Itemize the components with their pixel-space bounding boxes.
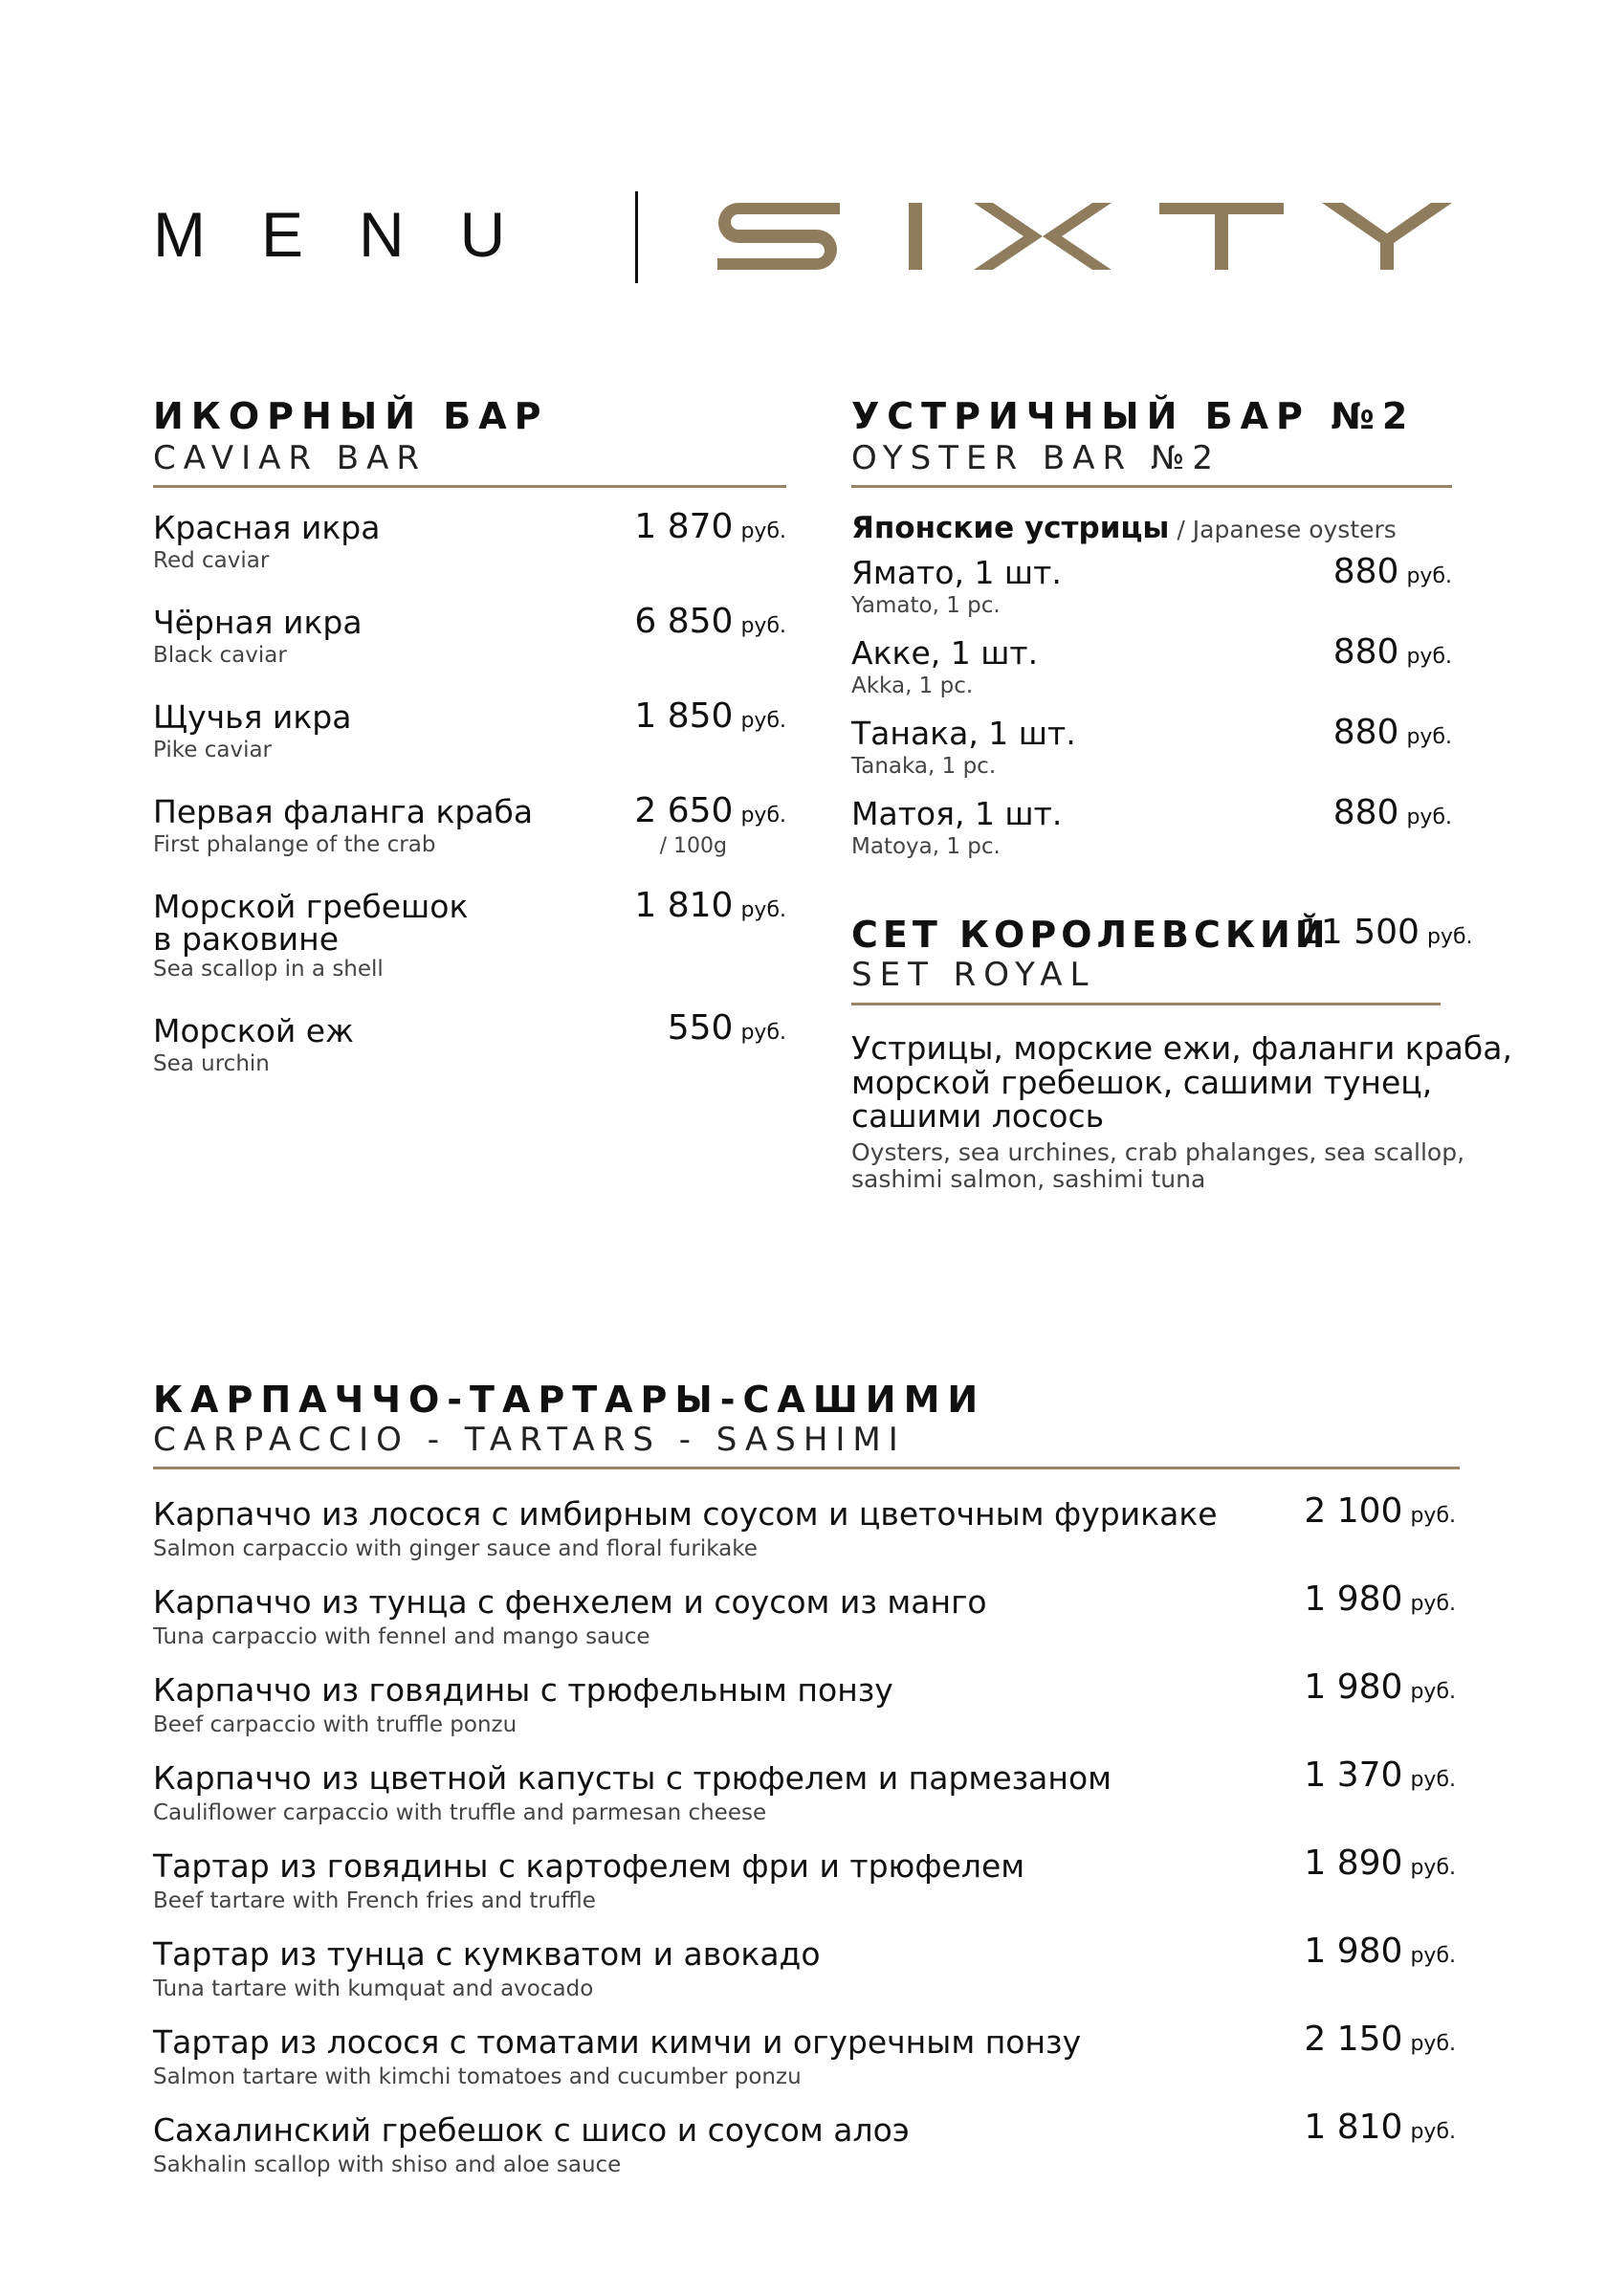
caviar-title-ru: ИКОРНЫЙ БАР bbox=[153, 395, 549, 437]
item-name-en: Sea urchin bbox=[153, 1051, 270, 1076]
item-price: 1 850 руб. bbox=[634, 696, 786, 736]
item-price: 2 650 руб. bbox=[634, 791, 786, 830]
header-divider bbox=[635, 191, 638, 283]
oyster-item bbox=[851, 552, 1452, 618]
item-name-ru: Карпаччо из лосося с имбирным соусом и цветочным фурикаке bbox=[153, 1495, 1218, 1533]
carpaccio-item bbox=[153, 1843, 1456, 1913]
caviar-item bbox=[153, 886, 786, 982]
item-name-en: Salmon tartare with kimchi tomatoes and cucumber ponzu bbox=[153, 2064, 802, 2089]
caviar-title-en: CAVIAR BAR bbox=[153, 439, 428, 477]
item-name-en: Tuna carpaccio with fennel and mango sauce bbox=[153, 1624, 650, 1649]
item-name-ru: Ямато, 1 шт. bbox=[851, 554, 1062, 591]
item-name-en: Matoya, 1 pc. bbox=[851, 834, 1001, 859]
item-price: 1 980 руб. bbox=[1304, 1667, 1456, 1707]
item-name-ru: Первая фаланга краба bbox=[153, 793, 534, 830]
oyster-item bbox=[851, 713, 1452, 779]
item-name-ru: Тартар из тунца с кумкватом и авокадо bbox=[153, 1935, 821, 1973]
item-name-en: Akka, 1 pc. bbox=[851, 673, 974, 698]
item-price: 6 850 руб. bbox=[634, 602, 786, 641]
item-price: 880 руб. bbox=[1332, 552, 1452, 591]
carpaccio-item bbox=[153, 1579, 1456, 1649]
item-name-ru: Карпаччо из тунца с фенхелем и соусом из манго bbox=[153, 1583, 987, 1621]
caviar-item bbox=[153, 602, 786, 668]
item-name-ru: Щучья икра bbox=[153, 698, 352, 736]
royal-title-ru: СЕТ КОРОЛЕВСКИЙ bbox=[851, 914, 1331, 956]
item-price: 1 370 руб. bbox=[1304, 1755, 1456, 1795]
caviar-item bbox=[153, 507, 786, 573]
sixty-logo bbox=[717, 203, 1454, 270]
item-price: 880 руб. bbox=[1332, 632, 1452, 672]
item-name-en: First phalange of the crab bbox=[153, 832, 436, 857]
item-name-ru: Тартар из говядины с картофелем фри и трюфелем bbox=[153, 1847, 1025, 1885]
sixty-logo-graphic bbox=[717, 203, 1454, 270]
caviar-rule bbox=[153, 485, 786, 488]
carpaccio-rule bbox=[153, 1467, 1460, 1469]
item-name-en: Sakhalin scallop with shiso and aloe sauce bbox=[153, 2152, 622, 2177]
item-name-en: Red caviar bbox=[153, 548, 270, 573]
oyster-subtitle: Японские устрицы / Japanese oysters bbox=[851, 511, 1397, 545]
carpaccio-item bbox=[153, 1491, 1456, 1561]
carpaccio-item bbox=[153, 2108, 1456, 2177]
item-price: 2 100 руб. bbox=[1304, 1491, 1456, 1531]
item-price: 1 980 руб. bbox=[1304, 1932, 1456, 1971]
carpaccio-title-en: CARPACCIO - TARTARS - SASHIMI bbox=[153, 1421, 906, 1459]
item-price: 1 810 руб. bbox=[1304, 2108, 1456, 2147]
item-name-ru: Морской гребешок bbox=[153, 888, 469, 925]
item-name-ru: Сахалинский гребешок с шисо и соусом алоэ bbox=[153, 2111, 910, 2149]
oyster-title-en: OYSTER BAR №2 bbox=[851, 439, 1221, 477]
oyster-item bbox=[851, 632, 1452, 698]
oyster-item bbox=[851, 793, 1452, 859]
item-name-en: Pike caviar bbox=[153, 738, 273, 762]
item-name-ru: Чёрная икра bbox=[153, 604, 363, 641]
carpaccio-item bbox=[153, 1755, 1456, 1825]
item-name-en: Beef carpaccio with truffle ponzu bbox=[153, 1712, 517, 1737]
item-price: 2 150 руб. bbox=[1304, 2020, 1456, 2059]
royal-description bbox=[851, 1031, 1521, 1193]
royal-desc-ru-line: морской гребешок, сашими тунец, bbox=[851, 1063, 1433, 1101]
item-name-en: Beef tartare with French fries and truffle bbox=[153, 1888, 596, 1913]
caviar-item bbox=[153, 1008, 786, 1076]
item-name-ru: Красная икра bbox=[153, 509, 381, 546]
item-price: 1 980 руб. bbox=[1304, 1579, 1456, 1619]
item-name-ru: Танака, 1 шт. bbox=[851, 715, 1076, 752]
item-name-en: Tuna tartare with kumquat and avocado bbox=[153, 1976, 594, 2001]
item-name-ru: Карпаччо из цветной капусты с трюфелем и пармезаном bbox=[153, 1759, 1112, 1797]
item-name-en: Cauliflower carpaccio with truffle and parmesan cheese bbox=[153, 1800, 767, 1825]
item-weight: / 100g bbox=[659, 834, 727, 858]
item-name-ru: Матоя, 1 шт. bbox=[851, 795, 1063, 832]
carpaccio-item bbox=[153, 1667, 1456, 1737]
item-price: 1 810 руб. bbox=[634, 886, 786, 925]
item-name-en: Yamato, 1 pc. bbox=[851, 593, 1001, 618]
item-name-en: Black caviar bbox=[153, 643, 287, 668]
item-name-en: Salmon carpaccio with ginger sauce and floral furikake bbox=[153, 1536, 758, 1561]
item-name-ru: Тартар из лосося с томатами кимчи и огуречным понзу bbox=[153, 2023, 1082, 2061]
carpaccio-title-ru: КАРПАЧЧО-ТАРТАРЫ-САШИМИ bbox=[153, 1379, 986, 1421]
menu-label: MENU bbox=[153, 199, 561, 270]
item-name-ru: Карпаччо из говядины с трюфельным понзу bbox=[153, 1671, 893, 1709]
royal-rule bbox=[851, 1003, 1441, 1005]
royal-desc-en-line: sashimi salmon, sashimi tuna bbox=[851, 1164, 1206, 1193]
item-name-ru-line2: в раковине bbox=[153, 920, 340, 958]
oyster-title-ru: УСТРИЧНЫЙ БАР №2 bbox=[851, 395, 1416, 437]
royal-desc-ru-line: Устрицы, морские ежи, фаланги краба, bbox=[851, 1029, 1512, 1067]
royal-title-en: SET ROYAL bbox=[851, 956, 1096, 994]
item-name-ru: Акке, 1 шт. bbox=[851, 634, 1039, 672]
item-name-en: Tanaka, 1 pc. bbox=[851, 754, 997, 779]
caviar-item bbox=[153, 696, 786, 762]
item-name-en: Sea scallop in a shell bbox=[153, 957, 384, 982]
caviar-item bbox=[153, 791, 786, 858]
item-price: 1 890 руб. bbox=[1304, 1843, 1456, 1883]
item-price: 880 руб. bbox=[1332, 793, 1452, 832]
carpaccio-item bbox=[153, 1932, 1456, 2001]
item-price: 1 870 руб. bbox=[634, 507, 786, 546]
royal-desc-en-line: Oysters, sea urchines, crab phalanges, sea scallop, bbox=[851, 1137, 1465, 1166]
item-price: 550 руб. bbox=[667, 1008, 786, 1048]
item-price: 880 руб. bbox=[1332, 713, 1452, 752]
royal-price: 11 500 руб. bbox=[1299, 913, 1473, 952]
oyster-rule bbox=[851, 485, 1452, 488]
item-name-ru: Морской еж bbox=[153, 1012, 354, 1049]
carpaccio-item bbox=[153, 2020, 1456, 2089]
royal-desc-ru-line: сашими лосось bbox=[851, 1097, 1105, 1136]
